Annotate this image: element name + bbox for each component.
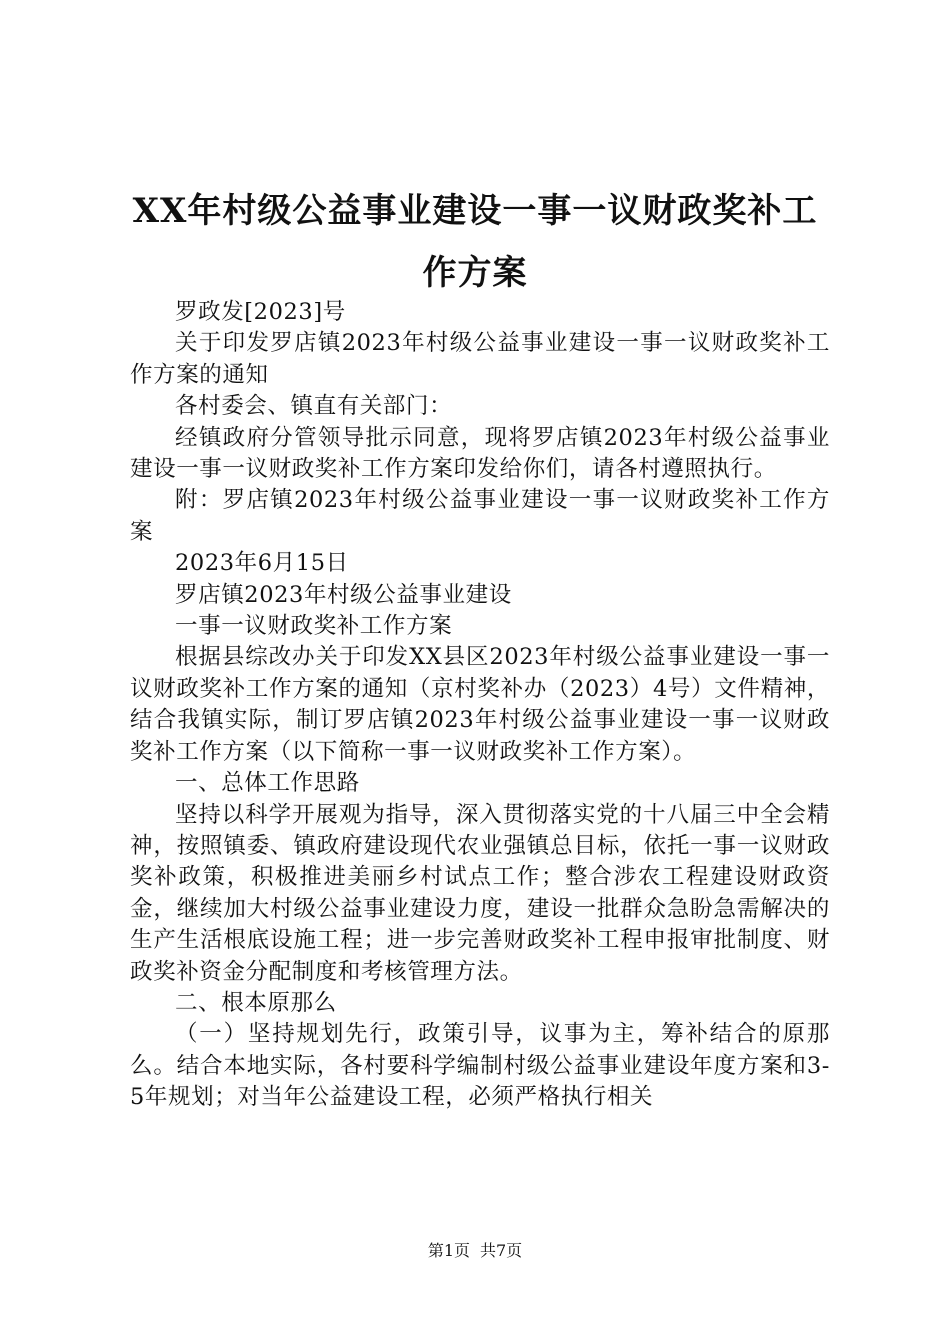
section-heading: 一、总体工作思路: [175, 770, 360, 797]
page-number: 第1页: [427, 1241, 470, 1260]
salutation: 各村委会、镇直有关部门：: [175, 393, 453, 420]
doc-number: 罗政发[2023]号: [175, 299, 346, 325]
page-footer: [0, 1241, 950, 1261]
section-heading: 二、根本原那么: [175, 989, 337, 1016]
plan-title-line-2: 一事一议财政奖补工作方案: [175, 613, 453, 640]
document-title: XX年村级公益事业建设一事一议财政奖补工作方案: [132, 191, 818, 293]
paragraph: 经镇政府分管领导批示同意，现将罗店镇2023年村级公益事业建设一事一议财政奖补工作方案印发给你们，请各村遵照执行。: [130, 424, 830, 483]
paragraph: 坚持以科学开展观为指导，深入贯彻落实党的十八届三中全会精神，按照镇委、镇政府建设现代农业强镇总目标，依托一事一议财政奖补政策，积极推进美丽乡村试点工作；整合涉农工程建设财政资金，继续加大村级公益事业建设力度，建设一批群众急盼急需解决的生产生活根底设施工程；进一步完善财政奖补工程申报审批制度、财政奖补资金分配制度和考核管理方法。: [130, 801, 830, 985]
paragraph: 根据县综改办关于印发XX县区2023年村级公益事业建设一事一议财政奖补工作方案的通知（京村奖补办（2023）4号）文件精神，结合我镇实际，制订罗店镇2023年村级公益事业建设一事一议财政奖补工作方案（以下简称一事一议财政奖补工作方案）。: [130, 644, 830, 765]
plan-title-line-1: 罗店镇2023年村级公益事业建设: [175, 581, 512, 608]
document-body: [130, 297, 830, 1114]
date-line: 2023年6月15日: [175, 550, 349, 577]
page-total: 共7页: [480, 1241, 523, 1260]
attachment-line: 附：罗店镇2023年村级公益事业建设一事一议财政奖补工作方案: [130, 487, 830, 545]
paragraph: （一）坚持规划先行，政策引导，议事为主，筹补结合的原那么。结合本地实际，各村要科学编制村级公益事业建设年度方案和3-5年规划；对当年公益建设工程，必须严格执行相关: [130, 1021, 830, 1111]
notice-title: 关于印发罗店镇2023年村级公益事业建设一事一议财政奖补工作方案的通知: [130, 330, 830, 388]
